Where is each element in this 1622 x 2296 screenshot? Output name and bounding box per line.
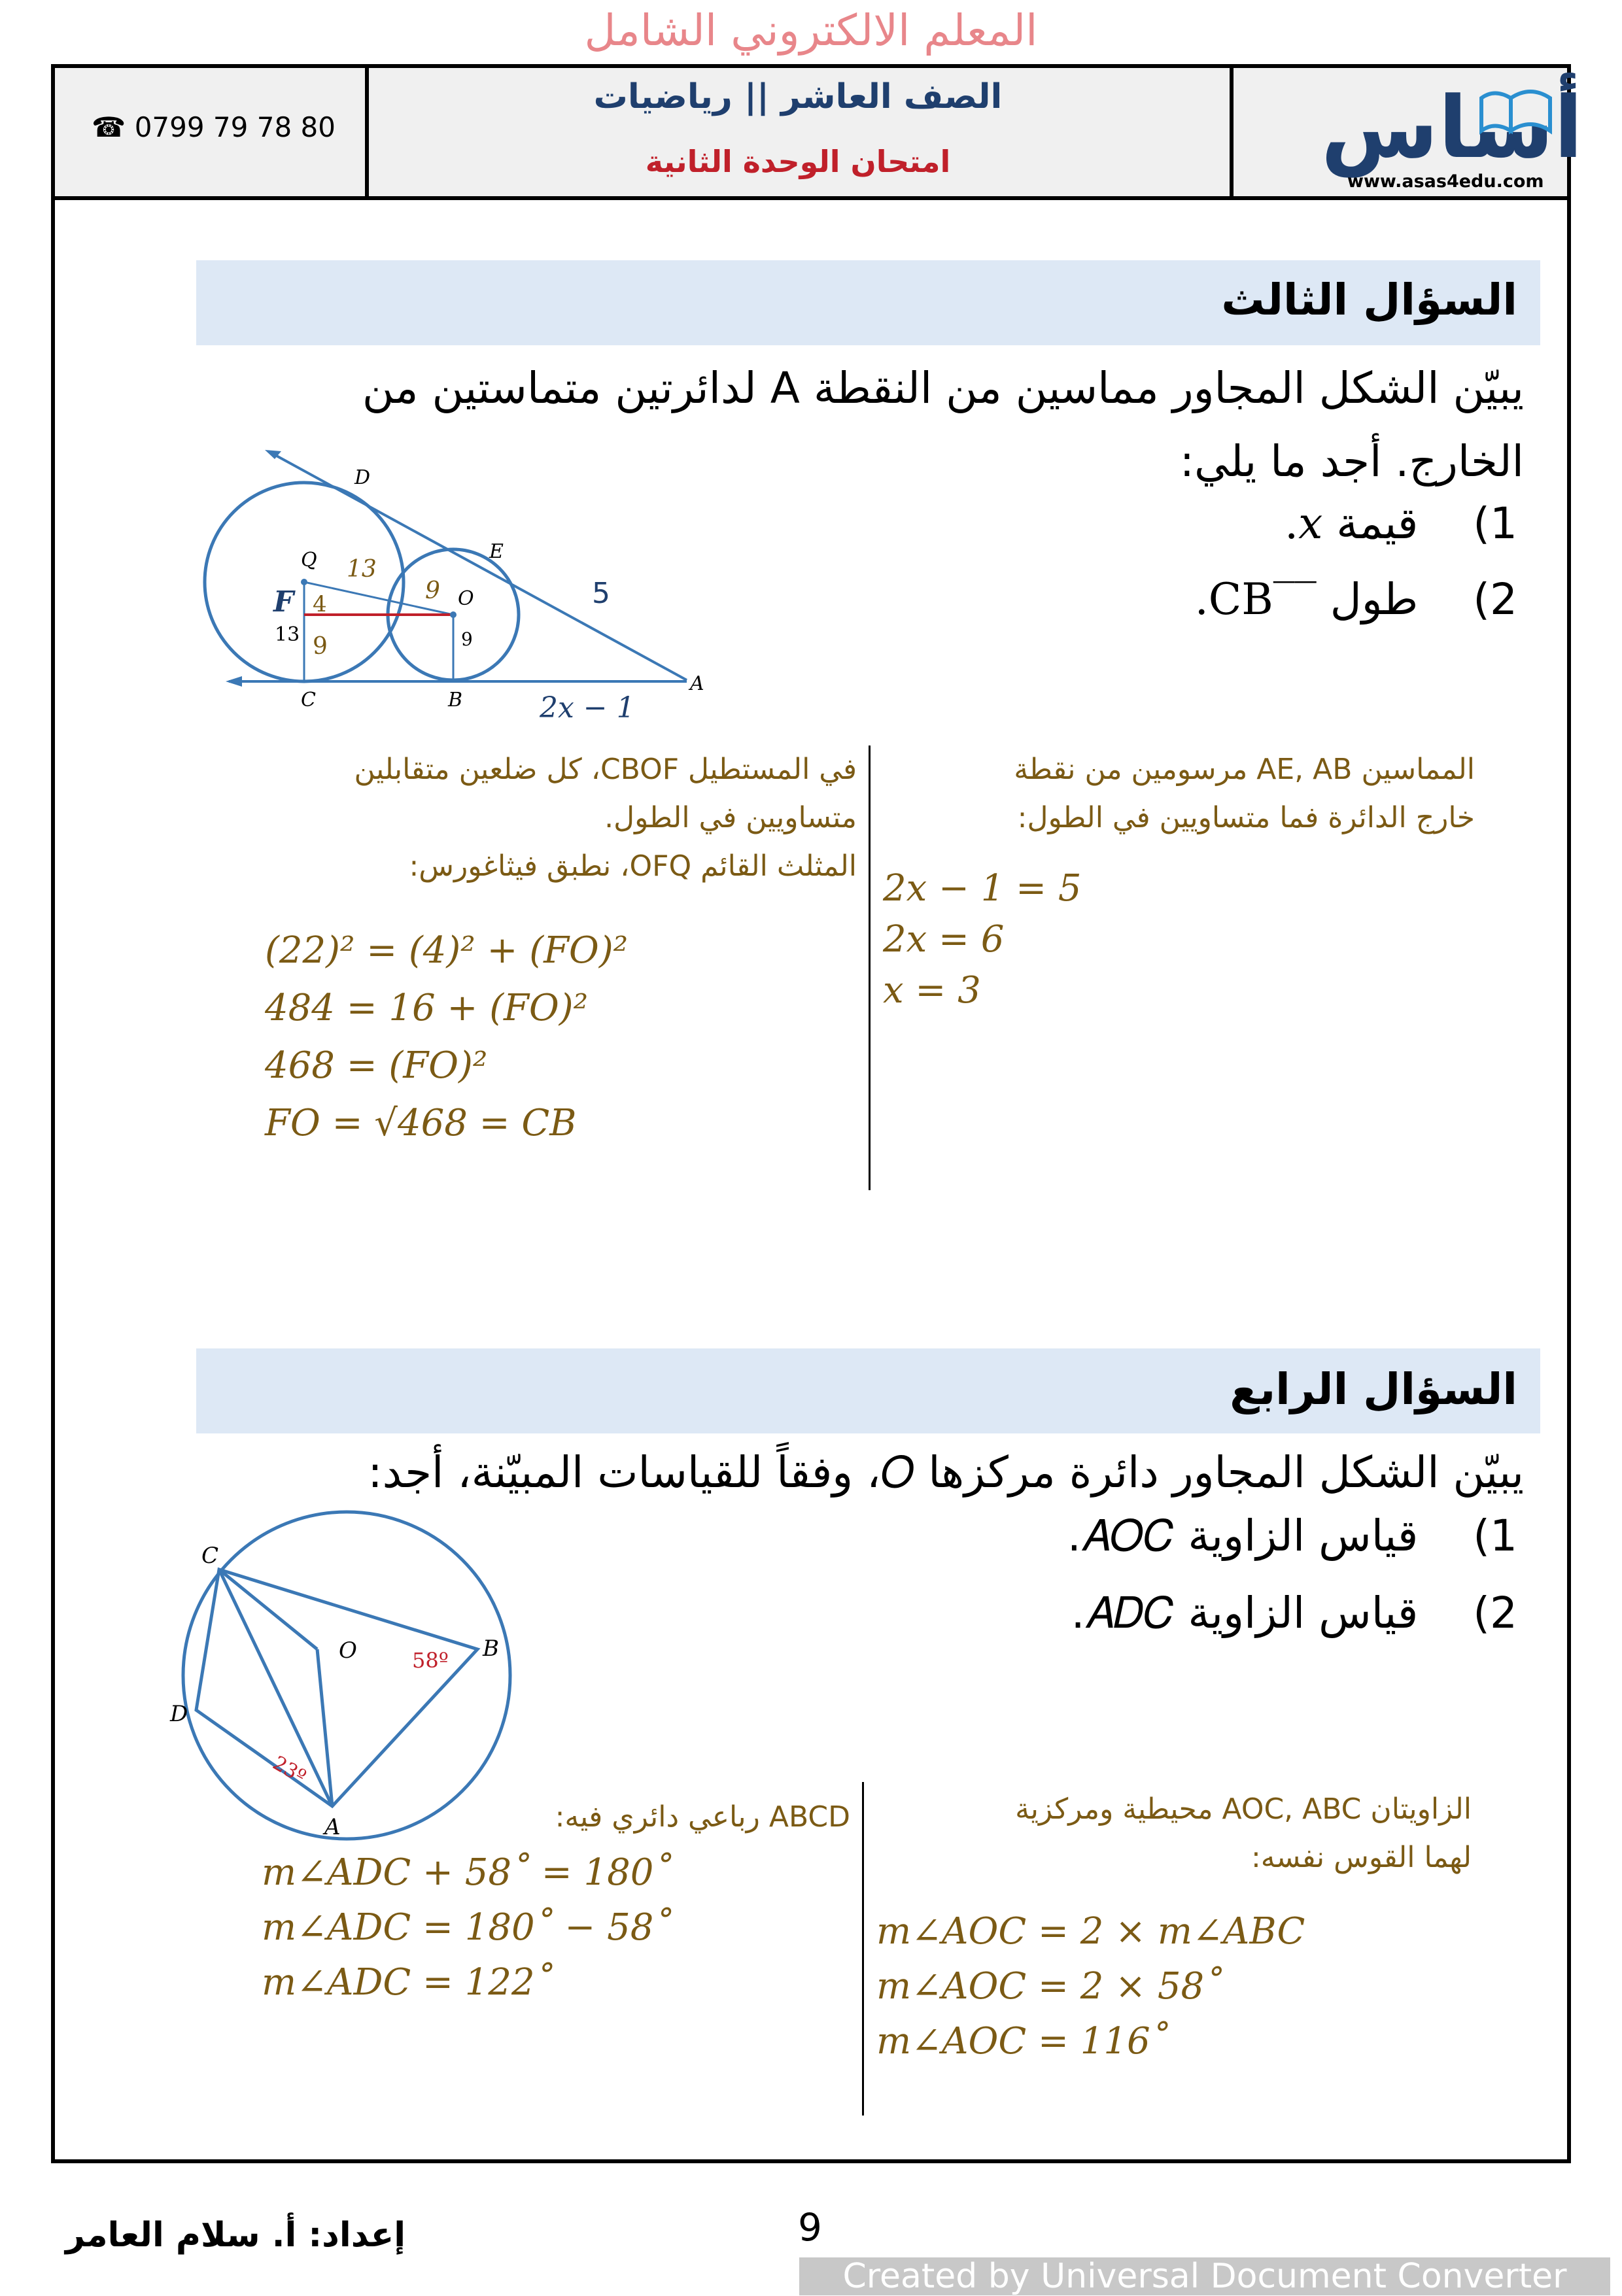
q3-item-1-text: قيمة 𝑥. — [1285, 498, 1419, 549]
q4-right-eq-1: m∠AOC = 2 × m∠ABC — [876, 1910, 1305, 1953]
q3-right-line-2: خارج الدائرة فما متساويين في الطول: — [1017, 801, 1475, 834]
q3-right-line-1: المماسين AE, AB مرسومين من نقطة — [1014, 753, 1475, 786]
label-B: B — [448, 689, 463, 711]
q4-heading: السؤال الرابع — [1230, 1364, 1517, 1414]
q4-item-1-number: 1) — [1473, 1511, 1517, 1561]
q3-right-eq-3: 𝑥 = 3 — [883, 969, 981, 1012]
label-A: A — [690, 672, 704, 695]
logo-icon — [1320, 72, 1583, 177]
header-divider-right — [1230, 64, 1234, 200]
q3-text: يبيّن الشكل المجاور مماسين من النقطة A لدائرتين متماستين من الخارج. أجد ما يلي: — [362, 363, 1524, 487]
page-number: 9 — [798, 2205, 822, 2250]
label-2x-1: 2𝑥 − 1 — [540, 691, 635, 725]
quadrilateral-ABCD — [196, 1569, 477, 1806]
q4-left-eq-2: m∠ADC = 180˚ − 58˚ — [262, 1906, 672, 1949]
q4-right-eq-3: m∠AOC = 116˚ — [876, 2020, 1169, 2063]
q4-item-2-text: قياس الزاوية 𝐴𝐷𝐶. — [1071, 1588, 1419, 1638]
label-9-right: 9 — [461, 628, 473, 650]
q3-item-2-text: طول ‾‾CB. — [1194, 574, 1419, 625]
q3-item-1 — [1285, 498, 1517, 549]
header-subtitle: امتحان الوحدة الثانية — [645, 144, 951, 179]
q4-right-eq-2: m∠AOC = 2 × 58˚ — [876, 1965, 1223, 2008]
q3-right-column — [880, 745, 1475, 842]
q3-item-2-number: 2) — [1473, 574, 1517, 625]
header-title: الصف العاشر || رياضيات — [593, 77, 1003, 116]
label-O: O — [339, 1637, 357, 1664]
q3-left-equations — [265, 922, 628, 1152]
q4-right-line-2: لهما القوس نفسه: — [1251, 1841, 1472, 1874]
phone-text: 0799 79 78 80 — [134, 111, 336, 143]
label-A: A — [324, 1814, 341, 1840]
q3-left-eq-3: 468 = (FO)² — [265, 1044, 488, 1087]
q3-left-column — [262, 745, 857, 891]
q3-left-line-3: المثلث القائم OFQ، نطبق فيثاغورس: — [409, 849, 857, 883]
q4-right-column — [876, 1785, 1472, 1882]
label-4: 4 — [313, 591, 327, 617]
q4-item-2-number: 2) — [1473, 1588, 1517, 1638]
q4-item-2 — [1071, 1588, 1517, 1639]
logo-url: www.asas4edu.com — [1347, 171, 1544, 192]
q4-left-column — [262, 1793, 850, 1842]
label-13: 13 — [275, 623, 300, 646]
q3-column-divider — [869, 745, 871, 1190]
q4-item-1-text: قياس الزاوية 𝐴𝑂𝐶. — [1067, 1511, 1419, 1561]
q4-left-eq-3: m∠ADC = 122˚ — [262, 1961, 553, 2004]
phone-number — [92, 111, 336, 143]
label-Q: Q — [301, 549, 317, 572]
label-C: C — [201, 1543, 219, 1569]
logo-text: أساس — [1320, 78, 1583, 177]
q3-tangent-circles-figure — [209, 432, 733, 732]
q4-left-eq-1: m∠ADC + 58˚ = 180˚ — [262, 1851, 672, 1894]
q3-left-line-1: في المستطيل CBOF، كل ضلعين متقابلين — [354, 753, 857, 786]
label-D: D — [354, 466, 371, 489]
q4-column-divider — [862, 1782, 864, 2116]
label-9-top: 9 — [425, 577, 440, 604]
label-angle-58: 58º — [412, 1648, 449, 1673]
label-B: B — [483, 1636, 499, 1662]
prepared-by: إعداد: أ. سلام العامر — [65, 2216, 406, 2255]
radius-OC — [219, 1569, 317, 1649]
q3-left-eq-2: 484 = 16 + (FO)² — [265, 987, 589, 1029]
q3-left-eq-4: FO = √468 = CB — [265, 1102, 577, 1144]
q3-right-eq-2: 2𝑥 = 6 — [883, 918, 1005, 961]
converter-watermark: Created by Universal Document Converter — [799, 2257, 1610, 2295]
q4-right-line-1: الزاويتان AOC, ABC محيطية ومركزية — [1015, 1792, 1472, 1826]
label-5: 5 — [592, 577, 610, 610]
q3-item-1-number: 1) — [1473, 498, 1517, 549]
q4-right-equations — [876, 1904, 1305, 2069]
label-E: E — [489, 540, 504, 563]
q3-right-equations — [883, 863, 1082, 1016]
label-D: D — [170, 1701, 188, 1727]
q3-right-eq-1: 2𝑥 − 1 = 5 — [883, 867, 1082, 910]
q4-text: يبيّن الشكل المجاور دائرة مركزها 𝑂، وفقاً للقياسات المبيّنة، أجد: — [368, 1447, 1524, 1498]
q3-left-line-2: متساويين في الطول. — [604, 801, 857, 834]
label-O: O — [458, 587, 474, 610]
label-F: F — [273, 585, 294, 619]
label-13-red: 13 — [347, 556, 377, 583]
top-watermark: المعلم الالكتروني الشامل — [584, 5, 1038, 56]
q3-left-eq-1: (22)² = (4)² + (FO)² — [265, 929, 629, 972]
q4-left-line-1: ABCD رباعي دائري فيه: — [555, 1800, 850, 1834]
label-angle-23: 23º — [269, 1751, 310, 1789]
label-9-left: 9 — [313, 633, 328, 660]
q3-item-2 — [1195, 574, 1517, 625]
q3-heading: السؤال الثالث — [1221, 275, 1517, 325]
q4-left-equations — [262, 1845, 672, 2010]
label-C: C — [301, 689, 316, 711]
phone-icon: ☎︎ — [92, 111, 126, 143]
q4-item-1 — [1067, 1511, 1517, 1562]
